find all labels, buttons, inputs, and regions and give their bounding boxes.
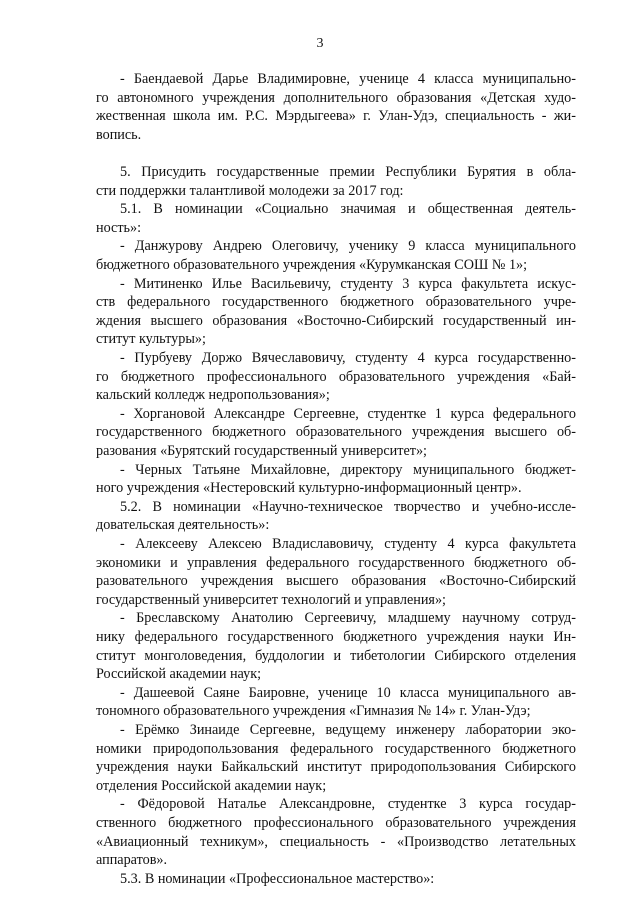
text-line: «Авиационный техникум», специальность - «Производство летательных [96, 834, 576, 850]
text-line: - Данжурову Андрею Олеговичу, ученику 9 класса муниципального [120, 238, 576, 254]
text-line: государственного бюджетного образовательного учреждения высшего об- [96, 424, 576, 440]
text-line: разования «Бурятский государственный университет»; [96, 443, 427, 459]
text-line: го автономного учреждения дополнительного образования «Детская худо- [96, 90, 576, 106]
text-line: нику федерального государственного бюджетного учреждения науки Ин- [96, 629, 576, 645]
text-line: аппаратов». [96, 852, 168, 868]
text-line: 5.3. В номинации «Профессиональное мастерство»: [120, 871, 435, 887]
text-line: ститут монголоведения, буддологии и тибетологии Сибирского отделения [96, 648, 576, 664]
page-number: 3 [316, 36, 324, 51]
text-line: ность»: [96, 220, 142, 236]
text-line: сти поддержки талантливой молодежи за 2017 год: [96, 183, 404, 199]
text-line: кальский колледж недропользования»; [96, 387, 330, 403]
text-line: Российской академии наук; [96, 666, 262, 682]
text-line: - Митиненко Илье Васильевичу, студенту 3 курса факультета искус- [120, 276, 576, 292]
text-line: бюджетного образовательного учреждения «Курумканская СОШ № 1»; [96, 257, 528, 273]
text-line: - Фёдоровой Наталье Александровне, студентке 3 курса государ- [120, 796, 576, 812]
text-line: ститут культуры»; [96, 331, 206, 347]
text-line: - Алексееву Алексею Владиславовичу, студенту 4 курса факультета [120, 536, 576, 552]
text-line: тономного образовательного учреждения «Гимназия № 14» г. Улан-Удэ; [96, 703, 531, 719]
text-line: 5.2. В номинации «Научно-техническое творчество и учебно-иссле- [120, 499, 576, 515]
text-line: ждения высшего образования «Восточно-Сибирский государственный ин- [96, 313, 576, 329]
text-line: отделения Российской академии наук; [96, 778, 327, 794]
text-line: - Хоргановой Александре Сергеевне, студентке 1 курса федерального [120, 406, 576, 422]
text-line: довательская деятельность»: [96, 517, 270, 533]
text-line: 5.1. В номинации «Социально значимая и общественная деятель- [120, 201, 576, 217]
text-line: вопись. [96, 127, 142, 143]
text-line: учреждения науки Байкальский институт природопользования Сибирского [96, 759, 576, 775]
text-line: разовательного учреждения высшего образования «Восточно-Сибирский [96, 573, 576, 589]
text-line: - Черных Татьяне Михайловне, директору муниципального бюджет- [120, 462, 576, 478]
text-line: го бюджетного профессионального образовательного учреждения «Бай- [96, 369, 576, 385]
text-line: ного учреждения «Нестеровский культурно-информационный центр». [96, 480, 522, 496]
text-line: жественная школа им. Р.С. Мэрдыгеева» г. Улан-Удэ, специальность - жи- [96, 108, 576, 124]
text-line: - Пурбуеву Доржо Вячеславовичу, студенту 4 курса государственно- [120, 350, 576, 366]
text-line: экономики и управления федерального государственного бюджетного об- [96, 555, 576, 571]
text-line: 5. Присудить государственные премии Республики Бурятия в обла- [120, 164, 576, 180]
text-line: государственный университет технологий и управления»; [96, 592, 446, 608]
text-line: - Дашеевой Саяне Баировне, ученице 10 класса муниципального ав- [120, 685, 576, 701]
text-line: - Бреславскому Анатолию Сергеевичу, младшему научному сотруд- [120, 610, 576, 626]
text-line: - Ерёмко Зинаиде Сергеевне, ведущему инженеру лаборатории эко- [120, 722, 576, 738]
text-line: ств федерального государственного бюджетного образовательного учре- [96, 294, 576, 310]
text-line: ственного бюджетного профессионального образовательного учреждения [96, 815, 576, 831]
text-line: - Баендаевой Дарье Владимировне, ученице 4 класса муниципально- [120, 71, 576, 87]
text-line: номики природопользования федерального государственного бюджетного [96, 741, 576, 757]
